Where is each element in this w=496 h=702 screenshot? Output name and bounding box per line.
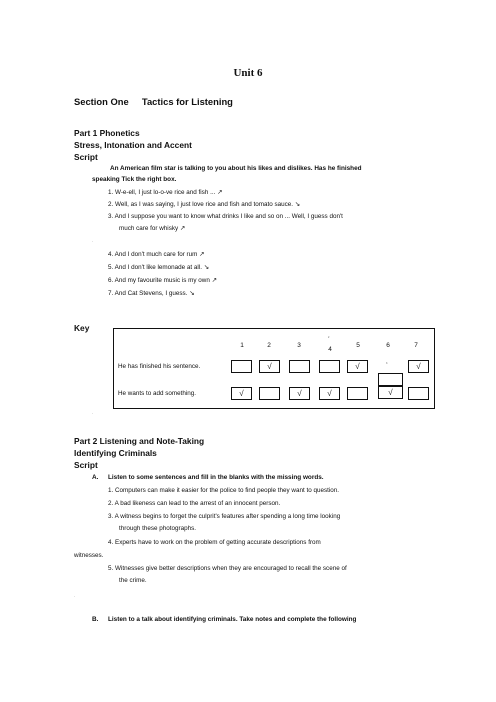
script-item: much care for whisky ↗: [119, 225, 186, 232]
script-item: 4. And I don't much care for rum ↗: [108, 251, 205, 258]
sentence-item: the crime.: [119, 577, 147, 584]
key-cell: √: [347, 360, 368, 373]
key-cell: √: [289, 387, 310, 400]
key-column-header: 7: [414, 342, 418, 349]
part1-subtitle: Stress, Intonation and Accent: [74, 140, 192, 150]
sentence-item: 1. Computers can make it easier for the police to find people they want to question.: [108, 487, 340, 494]
part1-intro-line2: speaking Tick the right box.: [92, 176, 177, 183]
falling-arrow-icon: ↘: [203, 264, 209, 271]
key-column-header: 4: [328, 346, 332, 353]
falling-arrow-icon: ↘: [189, 290, 195, 297]
key-label: Key: [74, 323, 90, 333]
sentence-item: 2. A bad likeness can lead to the arrest of an innocent person.: [108, 500, 281, 507]
script-item: 5. And I don't like lemonade at all. ↘: [108, 264, 209, 271]
rising-arrow-icon: ↗: [199, 251, 205, 258]
part1-script-label: Script: [74, 152, 98, 162]
key-cell: √: [319, 387, 340, 400]
part1-title: Part 1 Phonetics: [74, 128, 140, 138]
key-cell: [231, 360, 252, 373]
key-column-header: 2: [267, 342, 271, 349]
rising-arrow-icon: ↗: [217, 189, 223, 196]
key-cell: [347, 387, 368, 400]
script-item: 2. Well, as I was saying, I just love rice and fish and tomato sauce. ↘: [108, 201, 301, 208]
part2-script-label: Script: [74, 460, 98, 470]
key-cell: √: [231, 387, 252, 400]
part2-b-label: B.: [92, 616, 99, 623]
rising-arrow-icon: ↗: [211, 277, 217, 284]
stray-mark: ²: [328, 335, 330, 340]
part2-a-instruction: Listen to some sentences and fill in the blanks with the missing words.: [108, 474, 324, 481]
key-cell: [408, 387, 429, 400]
key-cell: √: [408, 360, 429, 373]
key-row-label: He has finished his sentence.: [118, 363, 201, 370]
script-item: 3. And I suppose you want to know what drinks I like and so on ... Well, I guess don't: [108, 213, 343, 220]
rising-arrow-icon: ↗: [179, 225, 186, 232]
key-column-header: 1: [240, 342, 244, 349]
part2-a-label: A.: [92, 474, 99, 481]
key-cell: [319, 360, 340, 373]
section-heading: [74, 96, 233, 107]
sentence-item: 5. Witnesses give better descriptions when they are encouraged to recall the scene of: [108, 565, 347, 572]
key-column-header: 6: [386, 342, 390, 349]
sentence-item: 4. Experts have to work on the problem of getting accurate descriptions from: [108, 539, 321, 546]
key-column-header: 3: [297, 342, 301, 349]
part2-title: Part 2 Listening and Note-Taking: [74, 436, 205, 446]
part1-intro-line1: An American film star is talking to you about his likes and dislikes. Has he finished: [110, 165, 362, 172]
sentence-item: 3. A witness begins to forget the culprit's features after spending a long time looking: [108, 513, 341, 520]
unit-title: Unit 6: [233, 67, 263, 79]
part2-subtitle: Identifying Criminals: [74, 448, 157, 458]
key-cell: [259, 387, 280, 400]
sentence-item: witnesses.: [74, 552, 104, 559]
script-item: 6. And my favourite music is my own ↗: [108, 277, 217, 284]
stray-mark: `: [92, 412, 94, 417]
sentence-item: through these photographs.: [119, 525, 197, 532]
script-item: 1. W-e-ell, I just lo-o-ve rice and fish ... ↗: [108, 189, 223, 196]
key-row-label: He wants to add something.: [118, 390, 197, 397]
stray-mark: `: [92, 240, 94, 245]
key-cell-connector: [378, 373, 403, 386]
key-cell: [289, 360, 310, 373]
stray-mark: `: [74, 595, 76, 600]
key-cell: √: [378, 386, 403, 399]
section-label: Section One: [74, 96, 129, 107]
key-cell: √: [259, 360, 280, 373]
stray-mark: ³: [386, 361, 388, 366]
script-item: 7. And Cat Stevens, I guess. ↘: [108, 290, 195, 297]
falling-arrow-icon: ↘: [294, 201, 301, 208]
key-column-header: 5: [356, 342, 360, 349]
part2-b-instruction: Listen to a talk about identifying criminals. Take notes and complete the following: [108, 616, 357, 623]
section-title: Tactics for Listening: [141, 96, 233, 107]
